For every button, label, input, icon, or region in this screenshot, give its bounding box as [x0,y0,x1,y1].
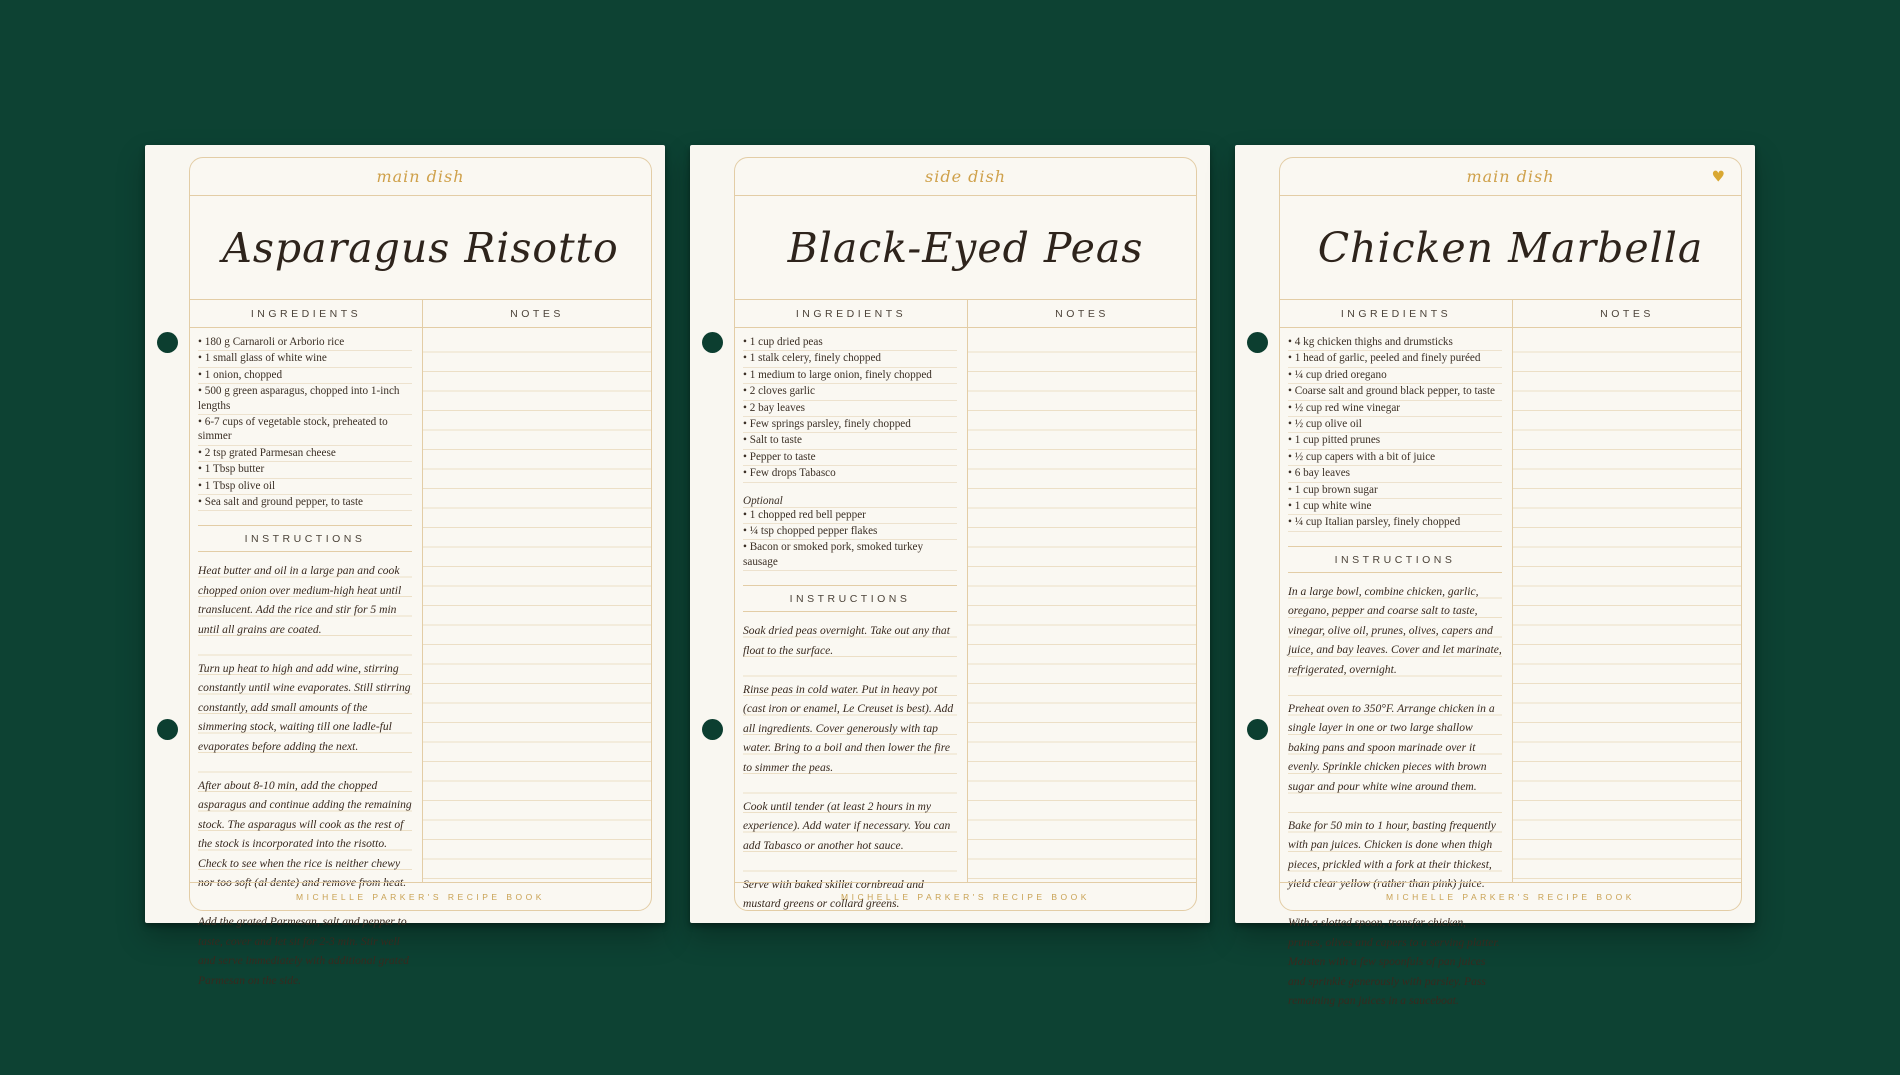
ingredient-item: • Pepper to taste [743,450,957,466]
category-label: side dish [925,167,1006,186]
column-headers [190,300,651,328]
ingredient-item: • ½ cup olive oil [1288,417,1502,433]
instruction-paragraph: In a large bowl, combine chicken, garlic, oregano, pepper and coarse salt to taste, vinegar, olive oil, prunes, olives, capers and juice, and bay leaves. Cover and let marinate, refrigerated, overnight. [1288,584,1502,676]
notes-header: NOTES [967,300,1196,327]
instruction-paragraph: Preheat oven to 350°F. Arrange chicken in a single layer in one or two large shallow baking pans and spoon marinade over it evenly. Sprinkle chicken pieces with brown sugar and pour white wine around them. [1288,701,1495,793]
instructions-header: INSTRUCTIONS [1288,546,1502,573]
hole-punch-icon [1247,719,1268,740]
category-label: main dish [376,167,465,186]
notes-header: NOTES [422,300,651,327]
category-band [735,158,1196,196]
ingredient-item: • 1 Tbsp olive oil [198,479,412,495]
footer-band [735,882,1196,910]
heart-icon[interactable]: ♥ [1711,167,1725,185]
optional-ingredient-list [743,508,957,572]
ingredient-item: • 180 g Carnaroli or Arborio rice [198,335,412,351]
ingredient-list [198,335,412,511]
category-band [190,158,651,196]
instructions-text [198,552,412,987]
ingredients-header: INGREDIENTS [1340,307,1452,320]
ingredient-item: • 1 head of garlic, peeled and finely puréed [1288,351,1502,367]
title-band [190,196,651,300]
ingredient-item: • 2 bay leaves [743,401,957,417]
instruction-paragraph: Bake for 50 min to 1 hour, basting frequently with pan juices. Chicken is done when thigh pieces, prickled with a fork at their thickest, yield clear yellow (rather than pink) juice. [1288,818,1496,891]
ingredient-item: • 1 cup dried peas [743,335,957,351]
category-band [1280,158,1741,196]
instruction-paragraph: Serve with baked skillet cornbread and mustard greens or collard greens. [743,877,924,911]
ingredient-item: • 1 small glass of white wine [198,351,412,367]
ingredient-item: • 1 cup brown sugar [1288,483,1502,499]
footer-band [190,882,651,910]
instructions-header: INSTRUCTIONS [743,585,957,612]
category-label: main dish [1466,167,1555,186]
recipe-title: Asparagus Risotto [222,223,619,272]
card-frame [189,157,652,987]
ingredient-item: • ¼ tsp chopped pepper flakes [743,524,957,540]
ingredient-item: • ¼ cup Italian parsley, finely chopped [1288,515,1502,531]
instruction-paragraph: Add the grated Parmesan, salt and pepper to taste, cover and let sit for 2-3 min. Stir well and serve immediately with additional grated Parmesan on the side. [198,915,409,987]
recipe-card-board [145,145,1755,1008]
notes-column [1512,328,1741,882]
ingredient-item: • ½ cup capers with a bit of juice [1288,450,1502,466]
notes-column [967,328,1196,882]
title-band [735,196,1196,300]
ingredient-item: • 1 Tbsp butter [198,462,412,478]
card-frame [734,157,1197,911]
hole-punch-icon [702,719,723,740]
footer-text: MICHELLE PARKER'S RECIPE BOOK [1386,891,1635,902]
ingredient-item: • 6 bay leaves [1288,466,1502,482]
ingredient-item: • 4 kg chicken thighs and drumsticks [1288,335,1502,351]
instruction-paragraph: Turn up heat to high and add wine, stirring constantly until wine evaporates. Still stirring constantly, add small amounts of the simmering stock, waiting till one ladle-ful evaporates before adding the next. [198,661,411,753]
ingredient-item: • Coarse salt and ground black pepper, to taste [1288,384,1502,400]
ingredient-item: • 1 medium to large onion, finely chopped [743,368,957,384]
footer-text: MICHELLE PARKER'S RECIPE BOOK [296,891,545,902]
recipe-title: Chicken Marbella [1317,223,1704,272]
optional-label: Optional [743,495,957,508]
ingredient-list [1288,335,1502,532]
notes-column [422,328,651,882]
recipe-card-chicken-marbella [1235,145,1755,1008]
ingredient-list [743,335,957,483]
instruction-paragraph: Rinse peas in cold water. Put in heavy pot (cast iron or enamel, Le Creuset is best). Add all ingredients. Cover generously with tap water. Bring to a boil and then lower the fire to simmer the peas. [743,682,954,774]
column-headers [735,300,1196,328]
instructions-text [743,612,957,911]
recipe-card-asparagus-risotto [145,145,665,987]
instruction-paragraph: Soak dried peas overnight. Take out any that float to the surface. [743,624,950,657]
instructions-header: INSTRUCTIONS [198,525,412,552]
footer-band [1280,882,1741,910]
instructions-text [1288,573,1502,1008]
ingredient-item: • Salt to taste [743,433,957,449]
hole-punch-icon [157,332,178,353]
instruction-paragraph: With a slotted spoon, transfer chicken, prunes, olives and capers to a serving platter. Moisten with a few spoonfuls of pan juices and sprinkle generously with parsley. Pass remaining pan juices in a sauceboat. [1288,916,1500,1008]
instruction-paragraph: Cook until tender (at least 2 hours in my experience). Add water if necessary. You can add Tabasco or another hot sauce. [743,799,951,852]
ingredient-item: • 500 g green asparagus, chopped into 1-inch lengths [198,384,412,415]
ingredient-item: • Sea salt and ground pepper, to taste [198,495,412,511]
ingredient-item: • 1 cup white wine [1288,499,1502,515]
ingredient-item: • ¼ cup dried oregano [1288,368,1502,384]
recipe-title: Black-Eyed Peas [787,223,1144,272]
ingredient-item: • 1 cup pitted prunes [1288,433,1502,449]
ingredients-header: INGREDIENTS [250,307,362,320]
hole-punch-icon [702,332,723,353]
ingredient-item: • 1 chopped red bell pepper [743,508,957,524]
ingredient-item: • Few drops Tabasco [743,466,957,482]
ingredient-item: • 6-7 cups of vegetable stock, preheated to simmer [198,415,412,446]
ingredients-header: INGREDIENTS [795,307,907,320]
recipe-card-black-eyed-peas [690,145,1210,923]
hole-punch-icon [157,719,178,740]
instruction-paragraph: After about 8-10 min, add the chopped asparagus and continue adding the remaining stock. The asparagus will cook as the rest of the stock is incorporated into the risotto. Check to see when the rice is neither chewy nor too soft (al dente) and remove from heat. [198,778,412,890]
notes-header: NOTES [1512,300,1741,327]
ingredient-item: • Few springs parsley, finely chopped [743,417,957,433]
ingredient-item: • 1 stalk celery, finely chopped [743,351,957,367]
instruction-paragraph: Heat butter and oil in a large pan and cook chopped onion over medium-high heat until translucent. Add the rice and stir for 5 min until all grains are coated. [198,564,402,636]
ingredient-item: • ½ cup red wine vinegar [1288,401,1502,417]
footer-text: MICHELLE PARKER'S RECIPE BOOK [841,891,1090,902]
ingredient-item: • Bacon or smoked pork, smoked turkey sausage [743,540,957,571]
column-headers [1280,300,1741,328]
title-band [1280,196,1741,300]
ingredient-item: • 2 tsp grated Parmesan cheese [198,446,412,462]
hole-punch-icon [1247,332,1268,353]
ingredient-item: • 2 cloves garlic [743,384,957,400]
ingredient-item: • 1 onion, chopped [198,368,412,384]
card-frame [1279,157,1742,1008]
